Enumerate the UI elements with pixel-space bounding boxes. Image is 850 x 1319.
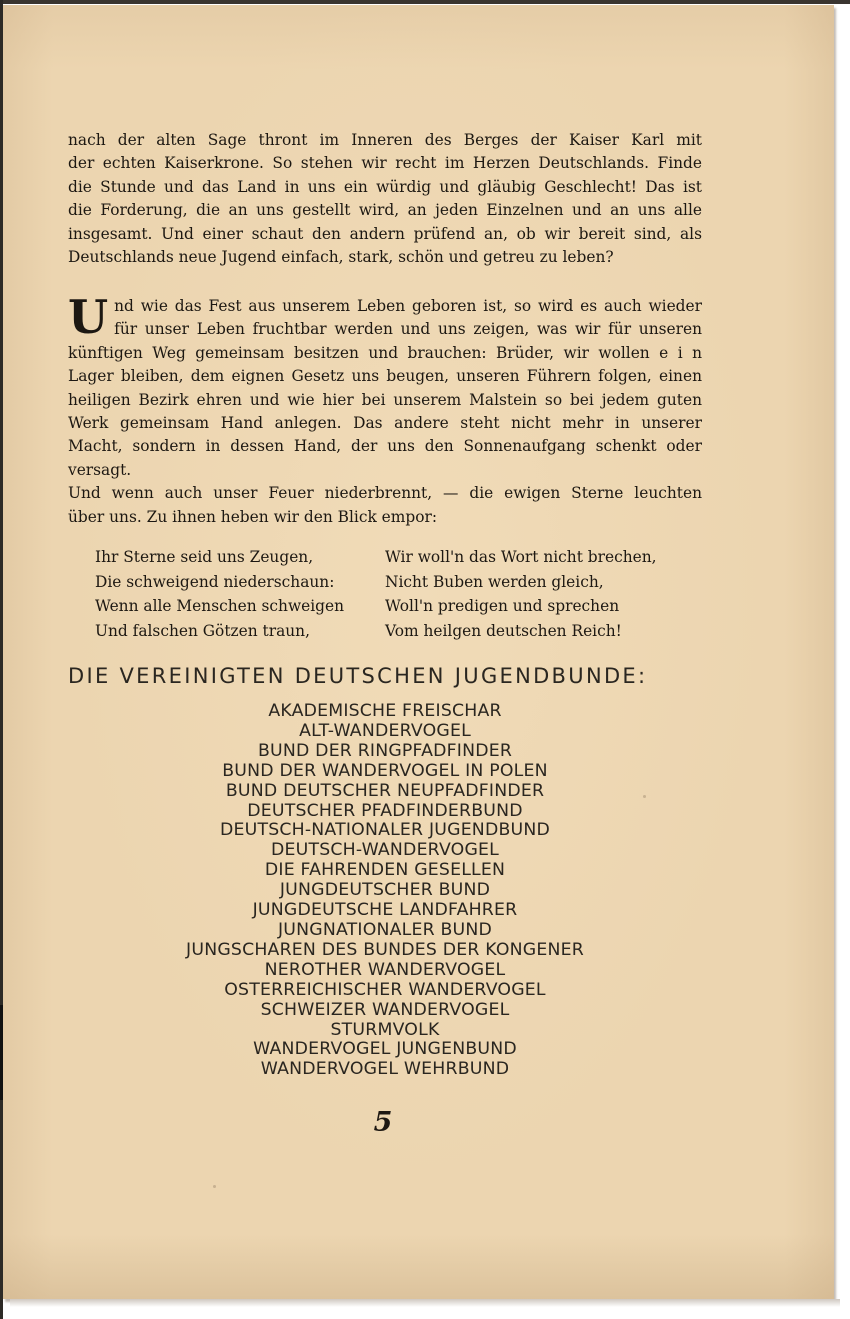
text-line: künftigen Weg gemeinsam besitzen und brauchen: Brüder, wir wollen e i n bbox=[68, 343, 702, 362]
text-line: insgesamt. Und einer schaut den andern prüfend an, ob wir bereit sind, als bbox=[68, 224, 702, 243]
organization-item: AKADEMISCHE FREISCHAR bbox=[268, 701, 502, 721]
organization-item: DEUTSCH-NATIONALER JUGENDBUND bbox=[220, 820, 550, 841]
text-line: die Forderung, die an uns gestellt wird, an jeden Einzelnen und an uns alle bbox=[68, 201, 702, 220]
text-line: nach der alten Sage thront im Inneren des Berges der Kaiser Karl mit bbox=[68, 131, 702, 149]
paper-speck bbox=[213, 1185, 216, 1188]
text-line: Werk gemeinsam Hand anlegen. Das andere steht nicht mehr in unserer bbox=[68, 414, 702, 433]
organization-item: JUNGSCHAREN DES BUNDES DER KONGENER bbox=[186, 939, 584, 960]
organization-item: BUND DER RINGPFADFINDER bbox=[257, 740, 513, 761]
text-line: Und wenn auch unser Feuer niederbrennt, — die ewigen Sterne leuchten bbox=[68, 484, 702, 503]
poem-line: Wenn alle Menschen schweigen bbox=[95, 597, 345, 616]
poem-line: Die schweigend niederschaun: bbox=[95, 572, 335, 591]
organization-item: ALT-WANDERVOGEL bbox=[299, 720, 471, 741]
text-line: Lager bleiben, dem eignen Gesetz uns beugen, unseren Führern folgen, einen bbox=[68, 367, 702, 386]
organization-item: BUND DEUTSCHER NEUPFADFINDER bbox=[225, 780, 545, 801]
organization-item: DIE FAHRENDEN GESELLEN bbox=[264, 860, 506, 881]
poem-line: Nicht Buben werden gleich, bbox=[385, 572, 604, 591]
organization-item: DEUTSCHER PFADFINDERBUND bbox=[247, 800, 523, 821]
organization-item: SCHWEIZER WANDERVOGEL bbox=[260, 999, 510, 1020]
poem-line: Und falschen Götzen traun, bbox=[95, 621, 310, 640]
drop-cap: U bbox=[68, 290, 109, 344]
scan-top-edge bbox=[0, 0, 850, 4]
organization-item: JUNGDEUTSCHER BUND bbox=[279, 880, 491, 901]
text-line: Macht, sondern in dessen Hand, der uns den Sonnenaufgang schenkt oder bbox=[68, 437, 702, 456]
poem-line: Wir woll'n das Wort nicht brechen, bbox=[385, 548, 657, 566]
organization-item: WANDERVOGEL JUNGENBUND bbox=[253, 1039, 517, 1060]
text-line: nd wie das Fest aus unserem Leben geboren ist, so wird es auch wieder bbox=[114, 297, 702, 315]
section-heading: DIE VEREINIGTEN DEUTSCHEN JUGENDBUNDE: bbox=[68, 664, 648, 688]
organization-item: BUND DER WANDERVOGEL IN POLEN bbox=[222, 760, 548, 781]
paragraph-1 bbox=[68, 129, 702, 269]
page-number: 5 bbox=[373, 1107, 393, 1138]
text-line: versagt. bbox=[68, 460, 132, 479]
organization-item: WANDERVOGEL WEHRBUND bbox=[260, 1059, 510, 1080]
paragraph-2 bbox=[68, 290, 702, 529]
text-line: der echten Kaiserkrone. So stehen wir recht im Herzen Deutschlands. Finde bbox=[68, 154, 702, 173]
poem-line: Vom heilgen deutschen Reich! bbox=[385, 621, 622, 640]
poem-line: Ihr Sterne seid uns Zeugen, bbox=[95, 548, 314, 566]
organization-item: JUNGNATIONALER BUND bbox=[277, 919, 493, 940]
text-line: über uns. Zu ihnen heben wir den Blick empor: bbox=[68, 507, 438, 526]
text-line: die Stunde und das Land in uns ein würdig und gläubig Geschlecht! Das ist bbox=[68, 177, 702, 196]
text-line: Deutschlands neue Jugend einfach, stark, schön und getreu zu leben? bbox=[68, 248, 614, 267]
poem-line: Woll'n predigen und sprechen bbox=[385, 597, 620, 616]
text-line: für unser Leben fruchtbar werden und uns zeigen, was wir für unseren bbox=[114, 320, 702, 339]
organization-item: OSTERREICHISCHER WANDERVOGEL bbox=[224, 979, 546, 1000]
poem-column-left bbox=[95, 545, 344, 643]
page-shadow bbox=[10, 1299, 840, 1307]
organization-item: JUNGDEUTSCHE LANDFAHRER bbox=[252, 900, 518, 921]
organization-item: STURMVOLK bbox=[330, 1019, 440, 1040]
paper-speck bbox=[643, 795, 646, 798]
poem-column-right bbox=[385, 545, 657, 643]
text-line: heiligen Bezirk ehren und wie hier bei unserem Malstein so bei jedem guten bbox=[68, 390, 702, 409]
organization-list bbox=[130, 702, 640, 1080]
organization-item: DEUTSCH-WANDERVOGEL bbox=[270, 840, 500, 861]
organization-item: NEROTHER WANDERVOGEL bbox=[264, 959, 506, 980]
